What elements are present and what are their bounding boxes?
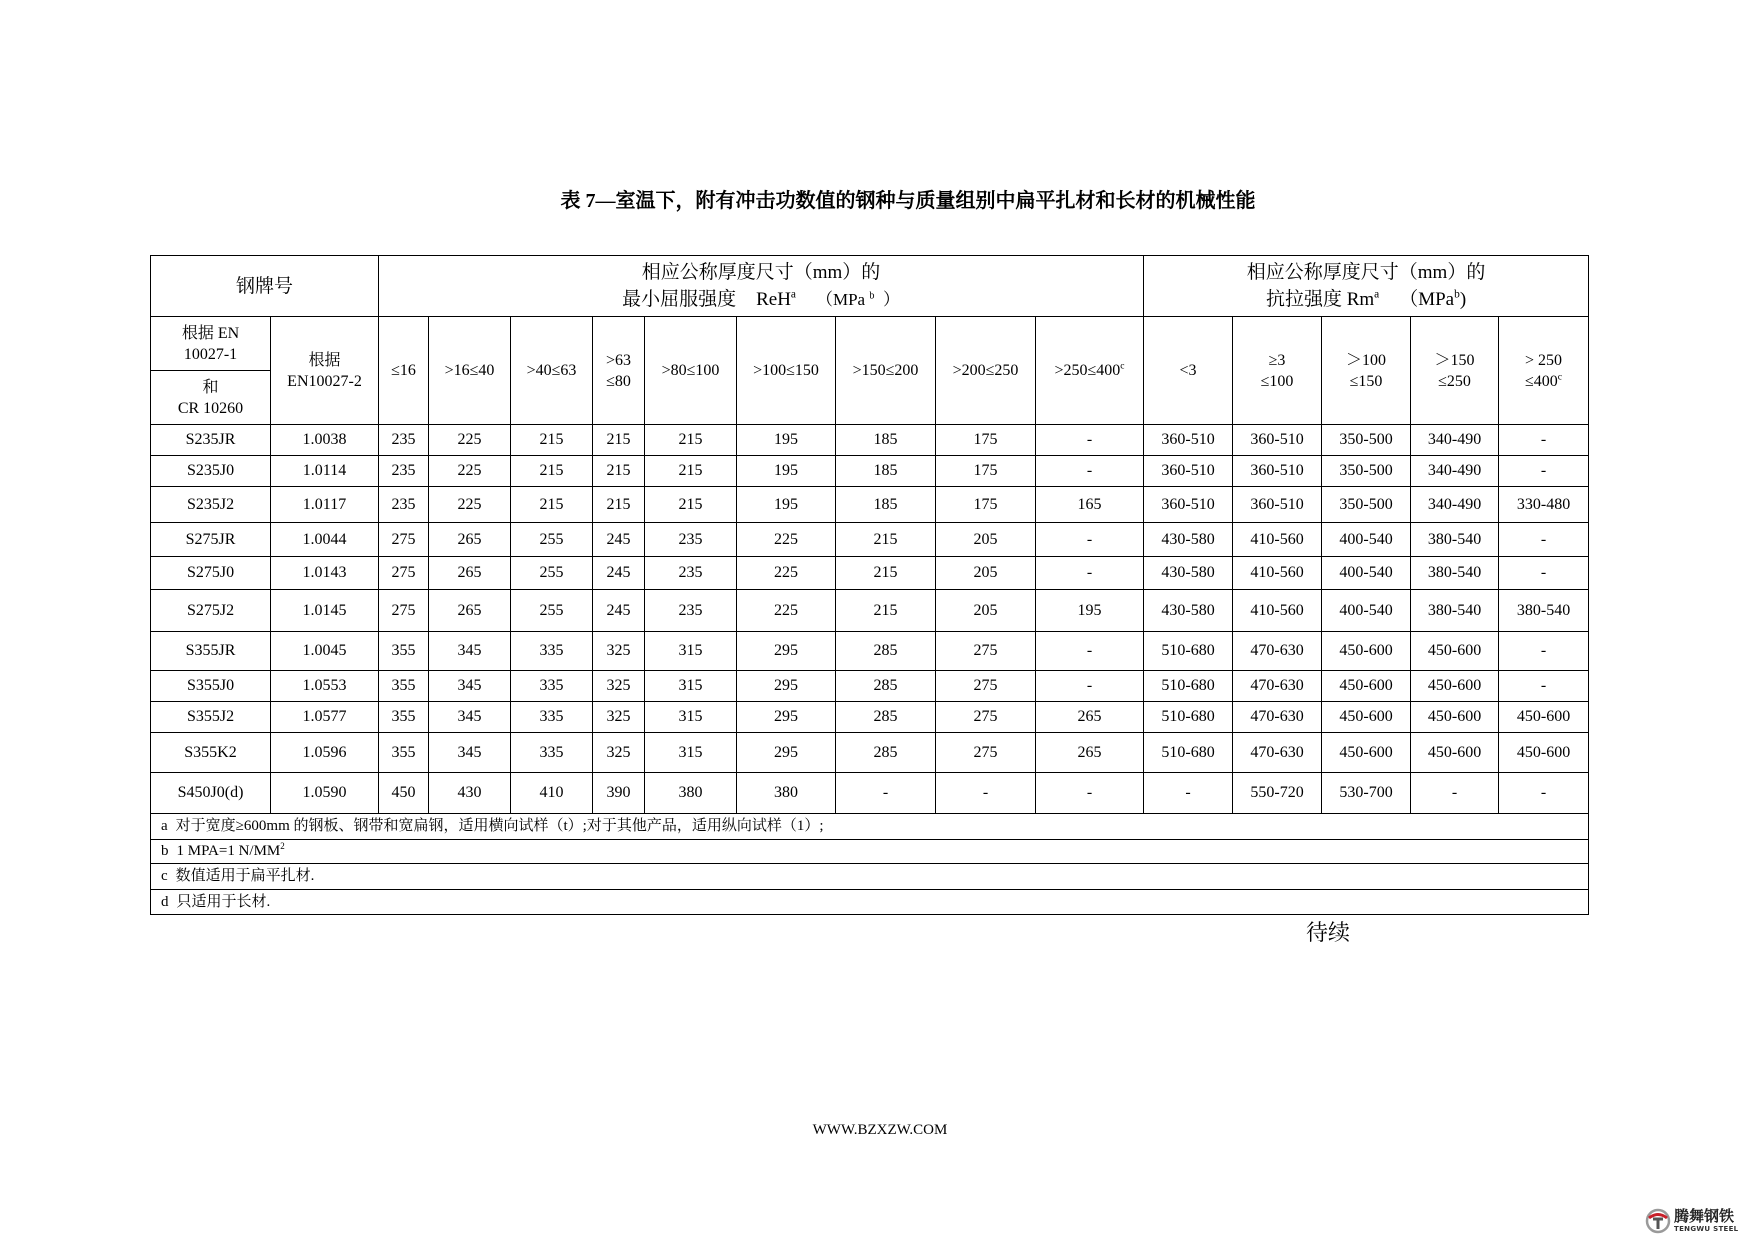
yield-strength-cell: 355 [379,733,429,773]
yield-strength-cell: 285 [836,733,936,773]
yield-strength-cell: 335 [511,702,593,733]
tensile-thickness-range-header [1233,317,1322,425]
yield-strength-cell: 215 [645,487,737,523]
footnote [151,840,1589,864]
range-label: >40≤63 [526,362,577,379]
yield-thickness-range-header [511,317,593,425]
tensile-strength-cell: - [1499,773,1589,814]
tensile-strength-cell: 450-600 [1322,632,1411,671]
tensile-strength-cell: 380-540 [1411,590,1499,632]
footnote-text: 1 MPA=1 N/MM [176,843,281,860]
yield-strength-cell: 275 [936,702,1036,733]
tensile-strength-cell: - [1499,632,1589,671]
range-label-line2: ≤250 [1438,372,1471,390]
yield-strength-cell: 265 [429,590,511,632]
tensile-label: 抗拉强度 [1265,289,1342,310]
yield-strength-cell: 380 [737,773,836,814]
cr10260-line1: 和 [202,378,219,396]
yield-thickness-range-header [737,317,836,425]
yield-strength-cell: 205 [936,557,1036,590]
range-label: >80≤100 [661,362,720,379]
footnote-key: d [161,893,169,910]
yield-strength-cell: 225 [737,590,836,632]
en10027-2-line2: EN10027-2 [287,372,362,390]
yield-strength-cell: - [936,773,1036,814]
yield-strength-cell: 225 [737,557,836,590]
range-label: ＞150 [1434,351,1475,369]
yield-strength-cell: 205 [936,523,1036,557]
yield-thickness-range-header [645,317,737,425]
range-label: ≤16 [391,362,416,379]
yield-strength-cell: 335 [511,632,593,671]
yield-thickness-range-header [429,317,511,425]
tensile-strength-cell: 450-600 [1411,632,1499,671]
tensile-strength-cell: 450-600 [1411,702,1499,733]
tensile-strength-cell: 410-560 [1233,590,1322,632]
en10027-1-header [151,317,271,371]
footnote-key: c [161,868,168,885]
header-row-ranges [151,317,1589,371]
steel-grade-cell: S355J2 [151,702,271,733]
yield-strength-cell: 315 [645,702,737,733]
range-label: >150≤200 [852,362,919,379]
tensile-strength-cell: 450-600 [1499,702,1589,733]
table-header [151,256,1589,425]
footnote-text: 数值适用于扁平扎材. [175,868,315,885]
steel-grade-cell: S235JR [151,425,271,456]
tensile-thickness-range-header [1499,317,1589,425]
yield-symbol: ReH [756,289,791,310]
en10027-1-line2: 10027-1 [183,345,238,363]
yield-strength-cell: 225 [737,523,836,557]
yield-strength-cell: 215 [645,425,737,456]
table-row [151,487,1589,523]
tensile-unit-superscript: b [1454,288,1460,301]
yield-strength-cell: 345 [429,671,511,702]
yield-strength-cell: 245 [593,523,645,557]
yield-strength-cell: 325 [593,671,645,702]
steel-number-cell: 1.0145 [271,590,379,632]
steel-number-cell: 1.0114 [271,456,379,487]
yield-thickness-range-header [379,317,429,425]
yield-strength-cell: 325 [593,733,645,773]
tensile-symbol: Rm [1346,289,1375,310]
tensile-strength-cell: 510-680 [1144,702,1233,733]
yield-strength-cell: 235 [379,425,429,456]
yield-strength-cell: 315 [645,632,737,671]
tensile-strength-cell: 380-540 [1411,523,1499,557]
yield-strength-cell: - [1036,632,1144,671]
footnote-row [151,814,1589,840]
tensile-strength-cell: - [1499,456,1589,487]
range-label: >63 [606,351,632,369]
mechanical-properties-table [150,255,1589,915]
yield-strength-cell: 235 [645,557,737,590]
yield-strength-cell: 205 [936,590,1036,632]
yield-strength-cell: 175 [936,456,1036,487]
table-row [151,702,1589,733]
yield-strength-cell: 255 [511,590,593,632]
tensile-strength-cell: 450-600 [1322,733,1411,773]
tensile-strength-cell: 470-630 [1233,632,1322,671]
tensile-strength-cell: 360-510 [1233,456,1322,487]
table-row [151,456,1589,487]
tensile-strength-cell: 330-480 [1499,487,1589,523]
range-label: >250≤400 [1054,362,1121,379]
range-superscript: c [1557,371,1563,383]
yield-strength-cell: 355 [379,671,429,702]
yield-strength-cell: 195 [737,456,836,487]
continued-label: 待续 [1306,920,1351,945]
tensile-thickness-range-header [1411,317,1499,425]
tensile-strength-cell: - [1499,425,1589,456]
table-footnotes [151,814,1589,915]
footnote-row [151,840,1589,864]
yield-unit-superscript: b [869,290,875,302]
tensile-strength-cell: 340-490 [1411,456,1499,487]
yield-strength-cell: 195 [737,487,836,523]
footnote [151,814,1589,840]
yield-strength-cell: 265 [429,523,511,557]
yield-strength-cell: 185 [836,425,936,456]
yield-strength-cell: - [836,773,936,814]
tensile-strength-cell: 450-600 [1411,671,1499,702]
yield-strength-cell: 285 [836,671,936,702]
range-label: >100≤150 [753,362,819,379]
yield-strength-cell: 380 [645,773,737,814]
tensile-strength-cell: 470-630 [1233,702,1322,733]
steel-grade-cell: S235J2 [151,487,271,523]
yield-strength-cell: - [1036,456,1144,487]
yield-strength-cell: 325 [593,632,645,671]
tensile-strength-cell: - [1144,773,1233,814]
footnote [151,890,1589,915]
yield-strength-cell: 295 [737,733,836,773]
footnote [151,864,1589,890]
tensile-strength-cell: - [1411,773,1499,814]
steel-grade-cell: S355JR [151,632,271,671]
tensile-strength-cell: 360-510 [1233,425,1322,456]
tensile-strength-cell: 350-500 [1322,487,1411,523]
tensile-strength-cell: 550-720 [1233,773,1322,814]
yield-unit-close: ） [882,290,900,309]
yield-strength-cell: 235 [379,487,429,523]
yield-strength-cell: 225 [429,456,511,487]
range-label-line2: ≤150 [1349,372,1383,390]
yield-strength-cell: 245 [593,590,645,632]
tensile-strength-cell: 510-680 [1144,632,1233,671]
steel-grade-cell: S235J0 [151,456,271,487]
yield-strength-cell: 235 [379,456,429,487]
range-label: <3 [1179,362,1197,379]
steel-number-cell: 1.0553 [271,671,379,702]
footnote-superscript: 2 [280,841,285,852]
yield-label: 最小屈服强度 [622,289,737,310]
yield-strength-cell: 215 [645,456,737,487]
table-row [151,557,1589,590]
tensile-strength-cell: 450-600 [1322,671,1411,702]
tensile-strength-cell: 470-630 [1233,733,1322,773]
yield-strength-cell: 325 [593,702,645,733]
range-superscript: c [1120,360,1125,372]
tensile-strength-cell: 430-580 [1144,557,1233,590]
yield-strength-cell: 295 [737,702,836,733]
tensile-strength-cell: 430-580 [1144,590,1233,632]
yield-strength-cell: 265 [1036,702,1144,733]
steel-grade-header: 钢牌号 [151,256,379,317]
tensile-unit-close: ) [1459,289,1467,310]
yield-strength-cell: 285 [836,632,936,671]
yield-strength-cell: 265 [1036,733,1144,773]
yield-strength-cell: 165 [1036,487,1144,523]
table-row [151,632,1589,671]
yield-strength-cell: 335 [511,733,593,773]
yield-strength-cell: 175 [936,425,1036,456]
yield-strength-cell: 215 [593,456,645,487]
steel-number-cell: 1.0038 [271,425,379,456]
tensile-strength-cell: 400-540 [1322,557,1411,590]
steel-number-cell: 1.0590 [271,773,379,814]
tensile-header-line2 [1144,286,1588,313]
yield-strength-cell: 275 [379,590,429,632]
yield-thickness-range-header [1036,317,1144,425]
tensile-strength-cell: 470-630 [1233,671,1322,702]
yield-strength-cell: 355 [379,702,429,733]
tensile-strength-cell: 400-540 [1322,523,1411,557]
yield-strength-cell: 195 [737,425,836,456]
tensile-strength-cell: - [1499,557,1589,590]
logo-text [1674,1209,1738,1233]
tensile-thickness-range-header [1144,317,1233,425]
steel-grade-cell: S355K2 [151,733,271,773]
yield-strength-cell: 275 [379,557,429,590]
yield-strength-cell: 295 [737,632,836,671]
range-label-line2: ≤100 [1260,372,1294,390]
yield-strength-header [379,256,1144,317]
range-label-line2 [1499,371,1588,392]
yield-strength-cell: 185 [836,487,936,523]
steel-grade-cell: S450J0(d) [151,773,271,814]
yield-strength-cell: 430 [429,773,511,814]
range-label: >200≤250 [952,362,1019,379]
yield-strength-cell: 185 [836,456,936,487]
yield-strength-cell: 355 [379,632,429,671]
range-label-line2-text: ≤400 [1525,372,1558,390]
yield-symbol-superscript: a [790,288,796,301]
yield-thickness-range-header [836,317,936,425]
tengwu-steel-logo-icon [1645,1208,1671,1234]
yield-thickness-range-header [936,317,1036,425]
table-row [151,523,1589,557]
tensile-strength-cell: 410-560 [1233,557,1322,590]
yield-strength-cell: 215 [836,590,936,632]
footnote-key: a [161,818,168,835]
logo-name: 腾舞钢铁 [1674,1207,1735,1225]
yield-header-line2 [379,286,1143,313]
tensile-strength-cell: - [1499,523,1589,557]
table-row [151,773,1589,814]
tensile-strength-cell: - [1499,671,1589,702]
footer-url: WWW.BZXZW.COM [812,1122,948,1138]
steel-number-cell: 1.0577 [271,702,379,733]
tensile-strength-cell: 450-600 [1499,733,1589,773]
table-body [151,425,1589,814]
yield-unit-open: （MPa [815,290,866,309]
steel-number-cell: 1.0596 [271,733,379,773]
tensile-strength-header [1144,256,1589,317]
tensile-strength-cell: 340-490 [1411,425,1499,456]
yield-strength-cell: 265 [429,557,511,590]
yield-strength-cell: 235 [645,590,737,632]
footnote-row [151,864,1589,890]
footnote-row [151,890,1589,915]
yield-strength-cell: 285 [836,702,936,733]
en10027-1-line1: 根据 EN [181,324,240,342]
tensile-strength-cell: 340-490 [1411,487,1499,523]
steel-grade-cell: S275J0 [151,557,271,590]
yield-strength-cell: 235 [645,523,737,557]
yield-strength-cell: 255 [511,557,593,590]
yield-strength-cell: 215 [593,425,645,456]
table-row [151,425,1589,456]
footnote-text: 对于宽度≥600mm 的钢板、钢带和宽扁钢，适用横向试样（t）;对于其他产品，适用纵向试样（1）; [175,818,824,835]
steel-number-cell: 1.0044 [271,523,379,557]
en10027-2-line1: 根据 [308,351,341,369]
cr10260-line2: CR 10260 [177,399,244,417]
yield-strength-cell: 215 [511,425,593,456]
steel-grade-cell: S275JR [151,523,271,557]
yield-strength-cell: 255 [511,523,593,557]
range-label: >16≤40 [444,362,495,379]
yield-header-line1: 相应公称厚度尺寸（mm）的 [641,262,881,283]
tensile-header-line1: 相应公称厚度尺寸（mm）的 [1246,262,1486,283]
yield-strength-cell: 410 [511,773,593,814]
range-label: > 250 [1525,351,1563,369]
tensile-strength-cell: 360-510 [1144,425,1233,456]
yield-strength-cell: 245 [593,557,645,590]
yield-strength-cell: 345 [429,632,511,671]
steel-grade-cell: S355J0 [151,671,271,702]
cr10260-header [151,371,271,425]
steel-grade-cell: S275J2 [151,590,271,632]
yield-strength-cell: 345 [429,733,511,773]
yield-strength-cell: 335 [511,671,593,702]
yield-strength-cell: 215 [836,523,936,557]
tensile-strength-cell: 410-560 [1233,523,1322,557]
yield-thickness-range-header [593,317,645,425]
tensile-thickness-range-header [1322,317,1411,425]
yield-strength-cell: 275 [936,632,1036,671]
steel-number-cell: 1.0117 [271,487,379,523]
tensile-strength-cell: 350-500 [1322,456,1411,487]
table-row [151,733,1589,773]
yield-strength-cell: 275 [379,523,429,557]
tensile-unit-open: （MPa [1399,289,1455,310]
yield-strength-cell: 450 [379,773,429,814]
steel-number-cell: 1.0045 [271,632,379,671]
steel-number-cell: 1.0143 [271,557,379,590]
yield-strength-cell: 195 [1036,590,1144,632]
page-title: 表 7—室温下，附有冲击功数值的钢种与质量组别中扁平扎材和长材的机械性能 [560,190,1256,212]
footnote-text: 只适用于长材. [176,893,271,910]
tensile-strength-cell: 380-540 [1499,590,1589,632]
tensile-strength-cell: 530-700 [1322,773,1411,814]
yield-strength-cell: 315 [645,733,737,773]
yield-strength-cell: 275 [936,733,1036,773]
table-row [151,671,1589,702]
tensile-strength-cell: 400-540 [1322,590,1411,632]
yield-strength-cell: - [1036,557,1144,590]
yield-strength-cell: 225 [429,425,511,456]
tensile-strength-cell: 380-540 [1411,557,1499,590]
yield-strength-cell: 315 [645,671,737,702]
yield-strength-cell: 215 [836,557,936,590]
yield-strength-cell: - [1036,425,1144,456]
yield-strength-cell: - [1036,773,1144,814]
tensile-strength-cell: 350-500 [1322,425,1411,456]
yield-strength-cell: 390 [593,773,645,814]
tensile-symbol-superscript: a [1374,288,1380,301]
tensile-strength-cell: 360-510 [1233,487,1322,523]
range-label: ＞100 [1346,351,1387,369]
tensile-strength-cell: 360-510 [1144,456,1233,487]
tensile-strength-cell: 510-680 [1144,671,1233,702]
yield-unit [816,290,900,309]
range-label-line2: ≤80 [606,372,631,390]
yield-strength-cell: 175 [936,487,1036,523]
header-row-main [151,256,1589,317]
yield-strength-cell: 345 [429,702,511,733]
yield-strength-cell: 215 [511,456,593,487]
tensile-strength-cell: 360-510 [1144,487,1233,523]
tensile-strength-cell: 510-680 [1144,733,1233,773]
en10027-2-header [271,317,379,425]
tensile-strength-cell: 430-580 [1144,523,1233,557]
table-row [151,590,1589,632]
tensile-strength-cell: 450-600 [1411,733,1499,773]
tensile-strength-cell: 450-600 [1322,702,1411,733]
yield-strength-cell: 295 [737,671,836,702]
yield-strength-cell: 275 [936,671,1036,702]
logo [1645,1206,1751,1236]
yield-strength-cell: 215 [511,487,593,523]
yield-strength-cell: - [1036,523,1144,557]
yield-strength-cell: - [1036,671,1144,702]
logo-name-en: TENGWU STEEL [1674,1225,1739,1233]
range-label: ≥3 [1268,351,1286,369]
footnote-key: b [161,843,169,860]
yield-strength-cell: 225 [429,487,511,523]
yield-strength-cell: 215 [593,487,645,523]
